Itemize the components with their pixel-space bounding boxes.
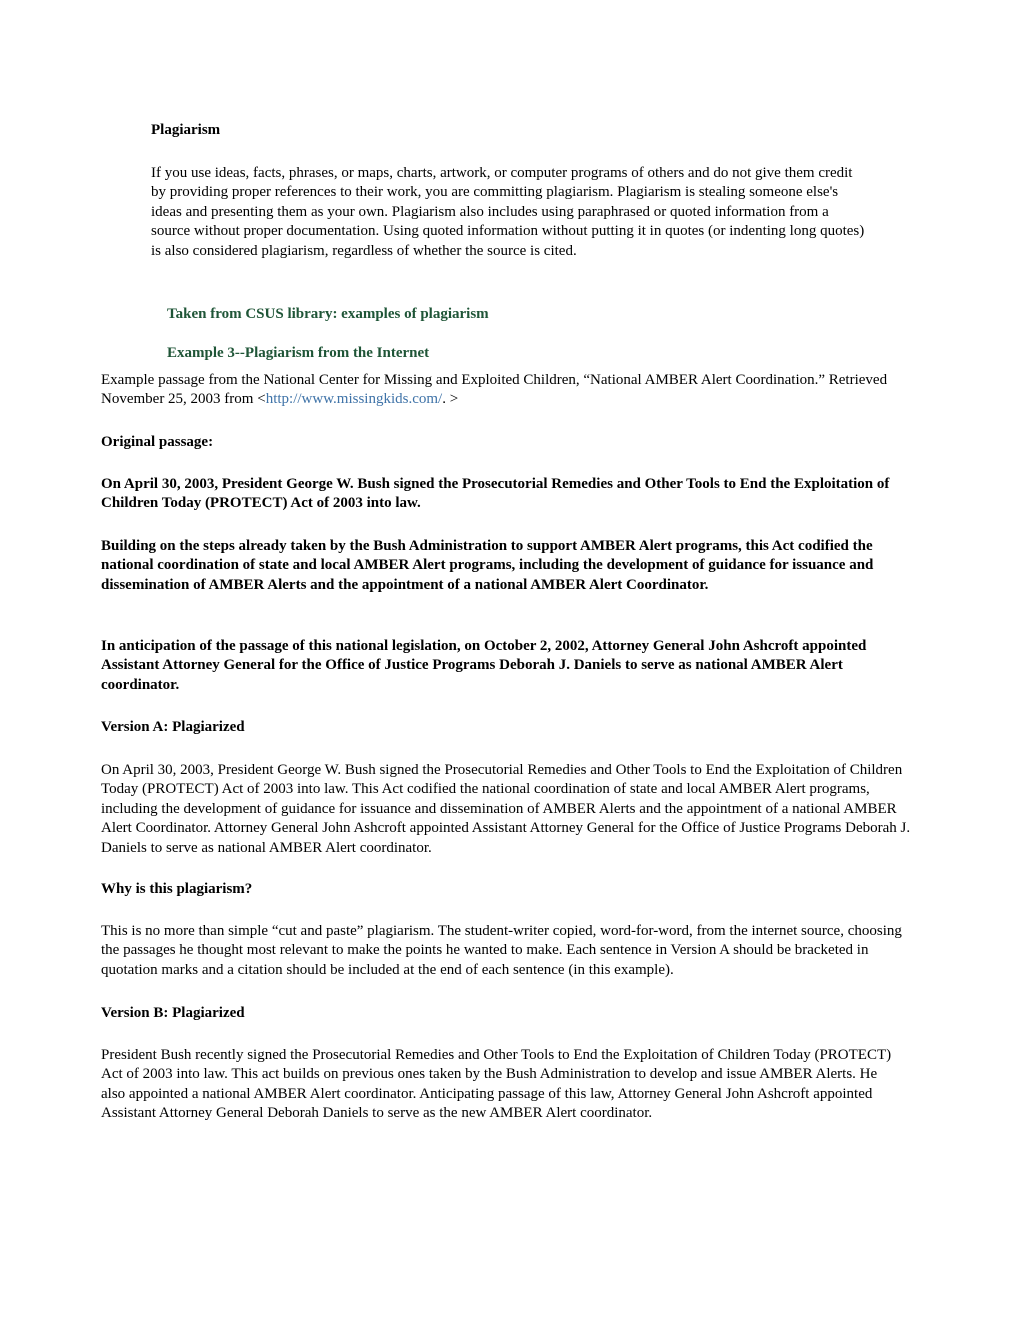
- why-paragraph: This is no more than simple “cut and paste” plagiarism. The student-writer copied, word-for-word, from the internet source, choosing the passages he thought most relevant to make the points he wanted to make. Each sentence in Version A should be bracketed in quotation marks and a citation should be included at the end of each sentence (in this example).: [101, 923, 902, 978]
- version-a-paragraph: On April 30, 2003, President George W. Bush signed the Prosecutorial Remedies and Other Tools to End the Exploitation of Children Today (PROTECT) Act of 2003 into law. This Act codified the national coordination of state and local AMBER Alert programs, including the development of guidance for issuance and dissemination of AMBER Alerts and the appointment of a national AMBER Alert Coordinator. Attorney General John Ashcroft appointed Assistant Attorney General for the Office of Justice Programs Deborah J. Daniels to serve as national AMBER Alert coordinator.: [101, 762, 911, 856]
- citation-suffix: . >: [442, 391, 459, 408]
- original-paragraph-1: On April 30, 2003, President George W. Bush signed the Prosecutorial Remedies and Other Tools to End the Exploitation of Children Today (PROTECT) Act of 2003 into law.: [101, 476, 890, 512]
- original-paragraph-2: Building on the steps already taken by the Bush Administration to support AMBER Alert programs, this Act codified the national coordination of state and local AMBER Alert programs, including the development of guidance for issuance and dissemination of AMBER Alerts and the appointment of a national AMBER Alert Coordinator.: [101, 538, 874, 593]
- version-b-label: Version B: Plagiarized: [101, 1005, 245, 1021]
- page-heading: Plagiarism: [151, 122, 221, 138]
- intro-paragraph: If you use ideas, facts, phrases, or maps, charts, artwork, or computer programs of others and do not give them credit by providing proper references to their work, you are committing plagiarism. Plagiarism is stealing someone else's ideas and presenting them as your own. Plagiarism also includes using paraphrased or quoted information from a source without proper documentation. Using quoted information without putting it in quotes (or indenting long quotes) is also considered plagiarism, regardless of whether the source is cited.: [151, 165, 865, 259]
- original-paragraph-3: In anticipation of the passage of this national legislation, on October 2, 2002, Attorney General John Ashcroft appointed Assistant Attorney General for the Office of Justice Programs Deborah J. Daniels to serve as national AMBER Alert coordinator.: [101, 638, 867, 693]
- citation-paragraph: [101, 371, 911, 410]
- version-a-label: Version A: Plagiarized: [101, 719, 245, 735]
- source-heading: Taken from CSUS library: examples of plagiarism: [167, 306, 489, 322]
- citation-text: Example passage from the National Center for Missing and Exploited Children, “National AMBER Alert Coordination.” Retrieved November 25, 2003 from <: [101, 372, 888, 408]
- citation-link[interactable]: http://www.missingkids.com/: [265, 391, 443, 408]
- example-heading: Example 3--Plagiarism from the Internet: [167, 345, 430, 361]
- why-label: Why is this plagiarism?: [101, 881, 253, 897]
- original-label: Original passage:: [101, 434, 214, 450]
- version-b-paragraph: President Bush recently signed the Prosecutorial Remedies and Other Tools to End the Exploitation of Children Today (PROTECT) Act of 2003 into law. This act builds on previous ones taken by the Bush Administration to develop and issue AMBER Alerts. He also appointed a national AMBER Alert coordinator. Anticipating passage of this law, Attorney General John Ashcroft appointed Assistant Attorney General Deborah Daniels to serve as the new AMBER Alert coordinator.: [101, 1047, 892, 1122]
